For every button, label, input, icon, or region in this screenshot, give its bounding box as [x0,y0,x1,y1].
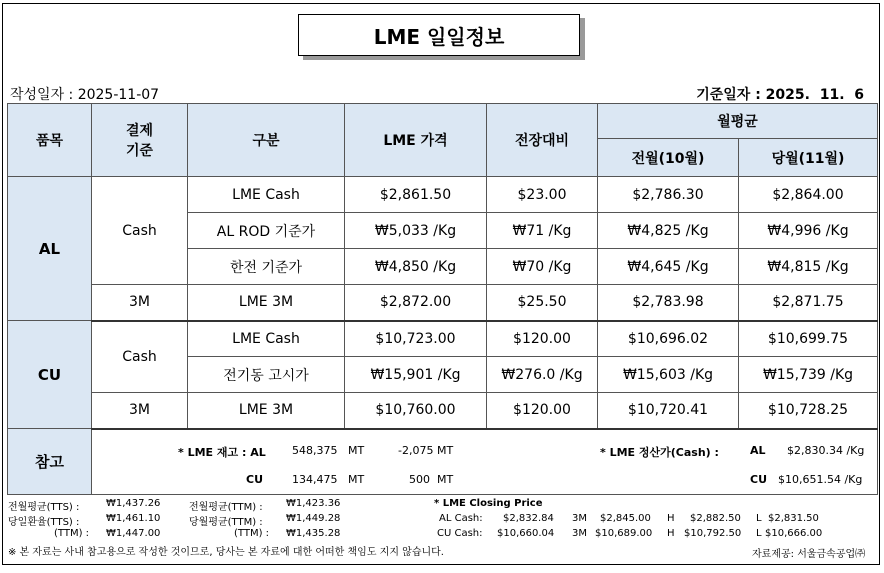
category-cell: 한전 기준가 [188,249,345,285]
prev-ttm-label: 전월평균(TTM) : [189,502,263,513]
stock-al-change-unit: MT [437,443,454,457]
this-month-cell: $10,699.75 [739,321,878,357]
prev-month-cell: $2,783.98 [598,285,739,321]
header-item: 품목 [8,104,92,177]
price-cell: ₩15,901 /Kg [345,357,487,393]
prev-month-cell: ₩4,825 /Kg [598,213,739,249]
category-cell: LME 3M [188,285,345,321]
change-cell: ₩276.0 /Kg [487,357,598,393]
header-settle [92,104,188,177]
ttm2-value: ₩1,435.28 [286,528,341,539]
this-ttm-value: ₩1,449.28 [286,513,341,524]
al-low-label: L [756,513,762,524]
cu-cash-value: $10,660.04 [497,528,555,539]
change-cell: $120.00 [487,393,598,429]
reference-row [8,429,878,495]
data-source: 자료제공: 서울금속공업㈜ [752,549,866,560]
item-al: AL [8,177,92,321]
cu-low-value: $10,666.00 [765,528,823,539]
settle-3m: 3M [92,285,188,321]
price-cell: $2,872.00 [345,285,487,321]
this-month-cell: ₩4,815 /Kg [739,249,878,285]
price-table [7,103,878,495]
settle-al-label: AL [750,443,766,457]
al-high-label: H [667,513,675,524]
settle-cash: Cash [92,177,188,285]
item-cu: CU [8,321,92,429]
change-cell: ₩70 /Kg [487,249,598,285]
change-cell: $120.00 [487,321,598,357]
settle-price-label: * LME 정산가(Cash) : [600,445,719,459]
settle-cash: Cash [92,321,188,393]
settle-cu-label: CU [750,472,768,486]
stock-cu-qty: 134,475 [292,472,338,486]
prev-month-cell: ₩15,603 /Kg [598,357,739,393]
stock-al-unit: MT [348,443,365,457]
stock-cu-change-unit: MT [437,472,454,486]
table-row [8,177,878,213]
prev-ttm-value: ₩1,423.36 [286,498,341,509]
price-cell: ₩4,850 /Kg [345,249,487,285]
price-cell: $2,861.50 [345,177,487,213]
change-cell: ₩71 /Kg [487,213,598,249]
stock-cu-unit: MT [348,472,365,486]
disclaimer: ※ 본 자료는 사내 참고용으로 작성한 것이므로, 당사는 본 자료에 대한 어떠한 책임도 지지 않습니다. [8,547,444,558]
closing-price-title: * LME Closing Price [434,498,543,509]
cu-high-label: H [667,528,675,539]
settle-cu-value: $10,651.54 /Kg [778,472,863,486]
price-cell: $10,760.00 [345,393,487,429]
stock-cu-label: CU [246,472,264,486]
header-this-month: 당월(11월) [739,139,878,177]
header-row-1 [8,104,878,139]
cu-cash-label: CU Cash: [437,528,483,539]
stock-al-change: -2,075 [398,443,434,457]
price-cell: ₩5,033 /Kg [345,213,487,249]
prev-month-cell: ₩4,645 /Kg [598,249,739,285]
category-cell: AL ROD 기준가 [188,213,345,249]
category-cell: LME 3M [188,393,345,429]
category-cell: LME Cash [188,177,345,213]
ttm2-label: (TTM) : [234,528,270,539]
reference-content [92,429,878,495]
author-date: 작성일자 : 2025-11-07 [10,87,160,103]
reference-label: 참고 [8,429,92,495]
this-month-cell: ₩4,996 /Kg [739,213,878,249]
price-cell: $10,723.00 [345,321,487,357]
al-cash-value: $2,832.84 [503,513,554,524]
al-3m-value: $2,845.00 [600,513,651,524]
al-cash-label: AL Cash: [439,513,483,524]
this-ttm-label: 당월평균(TTM) : [189,517,263,528]
category-cell: 전기동 고시가 [188,357,345,393]
this-month-cell: $2,864.00 [739,177,878,213]
table-row [8,393,878,429]
stock-al-qty: 548,375 [292,443,338,457]
change-cell: $25.50 [487,285,598,321]
prev-month-cell: $10,720.41 [598,393,739,429]
table-row [8,321,878,357]
this-month-cell: $2,871.75 [739,285,878,321]
header-monthly-avg: 월평균 [598,104,878,139]
stock-label: * LME 재고 : AL [178,445,266,459]
al-high-value: $2,882.50 [690,513,741,524]
settle-3m: 3M [92,393,188,429]
cu-high-value: $10,792.50 [684,528,742,539]
base-date: 기준일자 : 2025. 11. 6 [696,87,864,103]
ttm-label: (TTM) : [54,528,90,539]
this-month-cell: $10,728.25 [739,393,878,429]
header-category: 구분 [188,104,345,177]
today-tts-label: 당일환율(TTS) : [8,517,80,528]
header-lme-price: LME 가격 [345,104,487,177]
change-cell: $23.00 [487,177,598,213]
cu-3m-label: 3M [572,528,587,539]
this-month-cell: ₩15,739 /Kg [739,357,878,393]
stock-cu-change: 500 [409,472,430,486]
prev-tts-value: ₩1,437.26 [106,498,161,509]
al-3m-label: 3M [572,513,587,524]
ttm-value: ₩1,447.00 [106,528,161,539]
prev-month-cell: $10,696.02 [598,321,739,357]
prev-month-cell: $2,786.30 [598,177,739,213]
header-prev-month: 전월(10월) [598,139,739,177]
category-cell: LME Cash [188,321,345,357]
cu-low-label: L [756,528,762,539]
cu-3m-value: $10,689.00 [595,528,653,539]
table-row [8,285,878,321]
prev-tts-label: 전월평균(TTS) : [8,502,80,513]
page-title: LME 일일정보 [298,14,580,56]
settle-al-value: $2,830.34 /Kg [787,443,865,457]
al-low-value: $2,831.50 [768,513,819,524]
header-settle-line2: 기준 [125,143,154,159]
header-settle-line1: 결제 [125,123,154,139]
today-tts-value: ₩1,461.10 [106,513,161,524]
header-change: 전장대비 [487,104,598,177]
